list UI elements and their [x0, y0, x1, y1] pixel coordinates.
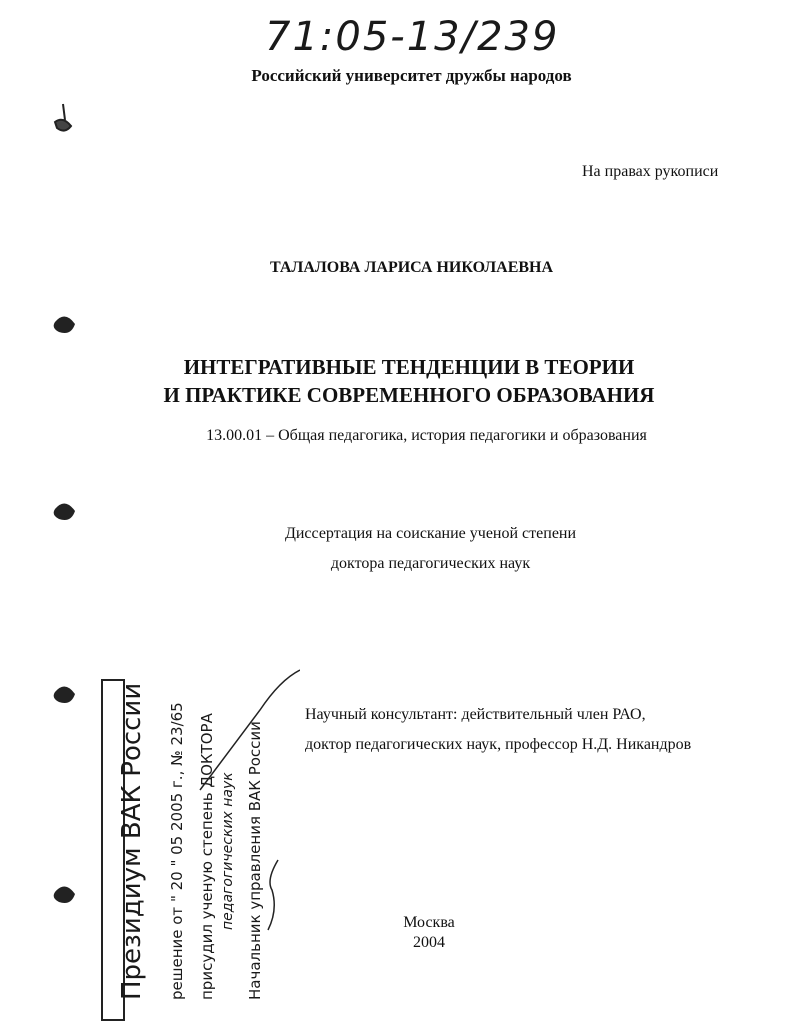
degree-line-1: Диссертация на соискание ученой степени: [284, 525, 577, 542]
vak-stamp: [100, 630, 300, 1025]
title-line-1: ИНТЕГРАТИВНЫЕ ТЕНДЕНЦИИ В ТЕОРИИ: [183, 355, 635, 379]
catalog-number: 71:05-13/239: [265, 14, 560, 60]
title-line-2: И ПРАКТИКЕ СОВРЕМЕННОГО ОБРАЗОВАНИЯ: [163, 383, 655, 407]
rights-note: На правах рукописи: [582, 163, 719, 180]
binder-hole-mark: [45, 102, 85, 142]
city: Москва: [403, 914, 455, 931]
stamp-line-3: присудил ученую степень ДОКТОРА: [198, 713, 216, 1000]
author-name: ТАЛАЛОВА ЛАРИСА НИКОЛАЕВНА: [269, 259, 554, 276]
degree-statement: [0, 519, 793, 579]
scientific-consultant: [305, 700, 691, 760]
consultant-line-1: Научный консультант: действительный член РАО,: [305, 706, 646, 723]
signature-stroke: [268, 860, 278, 930]
binder-hole-mark: [45, 310, 85, 340]
degree-line-2: доктора педагогических наук: [330, 555, 531, 572]
binder-hole-mark: [45, 680, 85, 710]
year: 2004: [413, 934, 445, 951]
consultant-line-2: доктор педагогических наук, профессор Н.Д. Никандров: [305, 736, 692, 753]
stamp-line-4: педагогических наук: [220, 772, 236, 930]
dissertation-title: [0, 353, 793, 409]
stamp-line-5: Начальник управления ВАК России: [246, 721, 264, 1000]
stamp-line-2: решение от " 20 " 05 2005 г., № 23/65: [168, 702, 186, 1000]
binder-hole-mark: [45, 497, 85, 527]
specialty-code: 13.00.01 – Общая педагогика, история педагогики и образования: [206, 427, 647, 444]
university-name: Российский университет дружбы народов: [251, 66, 572, 85]
binder-hole-mark: [45, 880, 85, 910]
stamp-line-1: Президиум ВАК России: [117, 682, 147, 1000]
